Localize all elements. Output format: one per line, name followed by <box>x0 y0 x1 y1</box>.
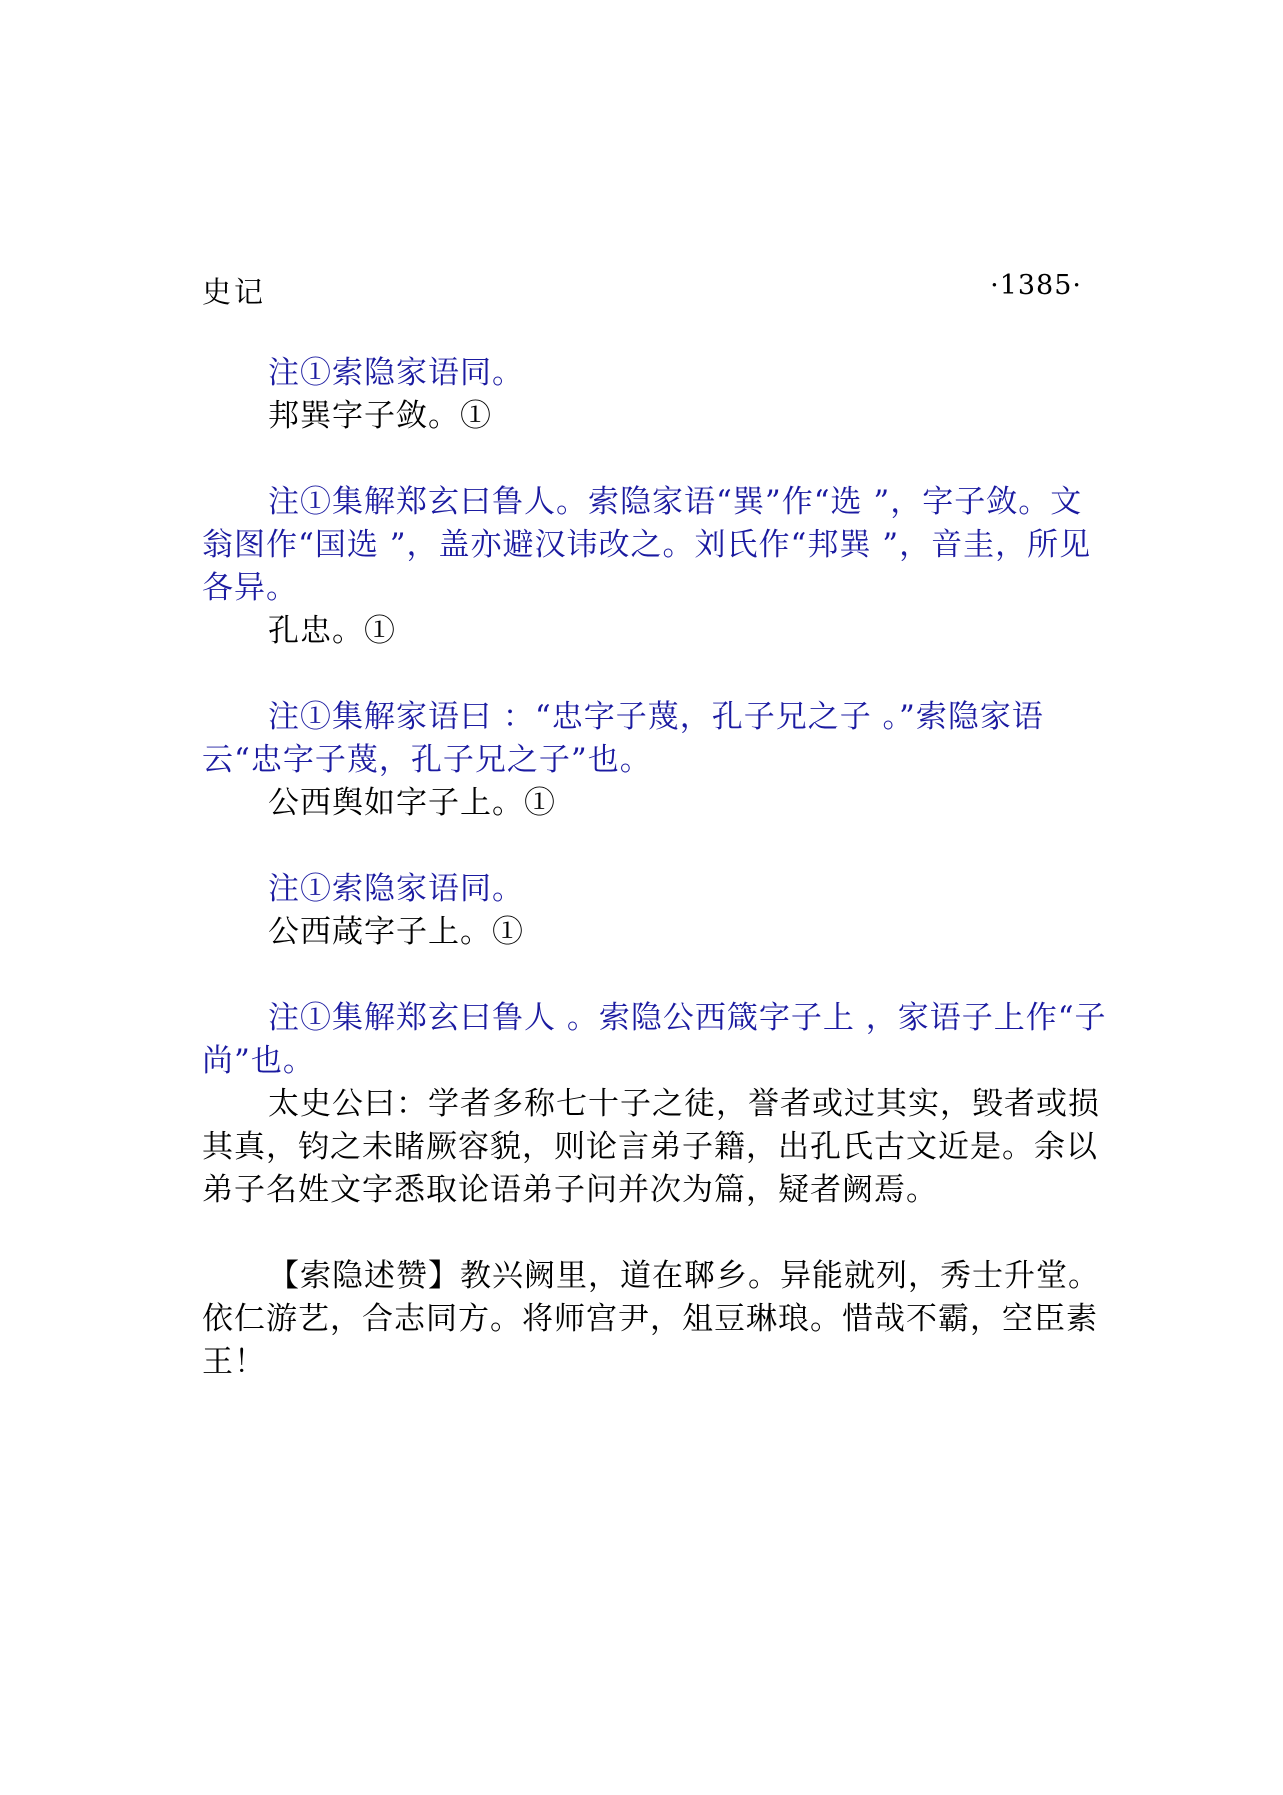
body-paragraph: 邦巽字子敛。① <box>268 398 492 434</box>
annotation-note: 注①集解郑玄曰鲁人。索隐家语“巽”作“选 ”，字子敛。文翁图作“国选 ”，盖亦避汉讳改之。刘氏作“邦巽 ”，音圭，所见各异。 <box>202 484 1092 606</box>
annotation-note: 注①集解家语曰 ：“忠字子蔑，孔子兄之子 。”索隐家语云“忠字子蔑，孔子兄之子”也。 <box>202 699 1044 778</box>
page-number: ·1385· <box>990 270 1082 301</box>
body-paragraph: 太史公曰：学者多称七十子之徒，誉者或过其实，毁者或损其真，钧之未睹厥容貌，则论言弟子籍，出孔氏古文近是。余以弟子名姓文字悉取论语弟子问并次为篇，疑者阙焉。 <box>202 1086 1100 1208</box>
body-paragraph: 孔忠。① <box>268 613 396 649</box>
page-content <box>202 352 1114 1384</box>
annotation-note: 注①索隐家语同。 <box>268 871 524 907</box>
annotation-note: 注①索隐家语同。 <box>268 355 524 391</box>
book-title: 史记 <box>202 275 267 309</box>
paragraph-gap <box>202 1212 1114 1255</box>
annotation-note: 注①集解郑玄曰鲁人 。索隐公西箴字子上 ，家语子上作“子尚”也。 <box>202 1000 1107 1079</box>
paragraph-gap <box>202 653 1114 696</box>
eulogy-paragraph: 【索隐述赞】教兴阙里，道在郰乡。异能就列，秀士升堂。依仁游艺，合志同方。将师宫尹，俎豆琳琅。惜哉不霸，空臣素王！ <box>202 1258 1100 1380</box>
body-paragraph: 公西葴字子上。① <box>268 914 524 950</box>
paragraph-gap <box>202 954 1114 997</box>
page-header <box>202 270 1082 310</box>
paragraph-gap <box>202 825 1114 868</box>
body-paragraph: 公西舆如字子上。① <box>268 785 556 821</box>
paragraph-gap <box>202 438 1114 481</box>
